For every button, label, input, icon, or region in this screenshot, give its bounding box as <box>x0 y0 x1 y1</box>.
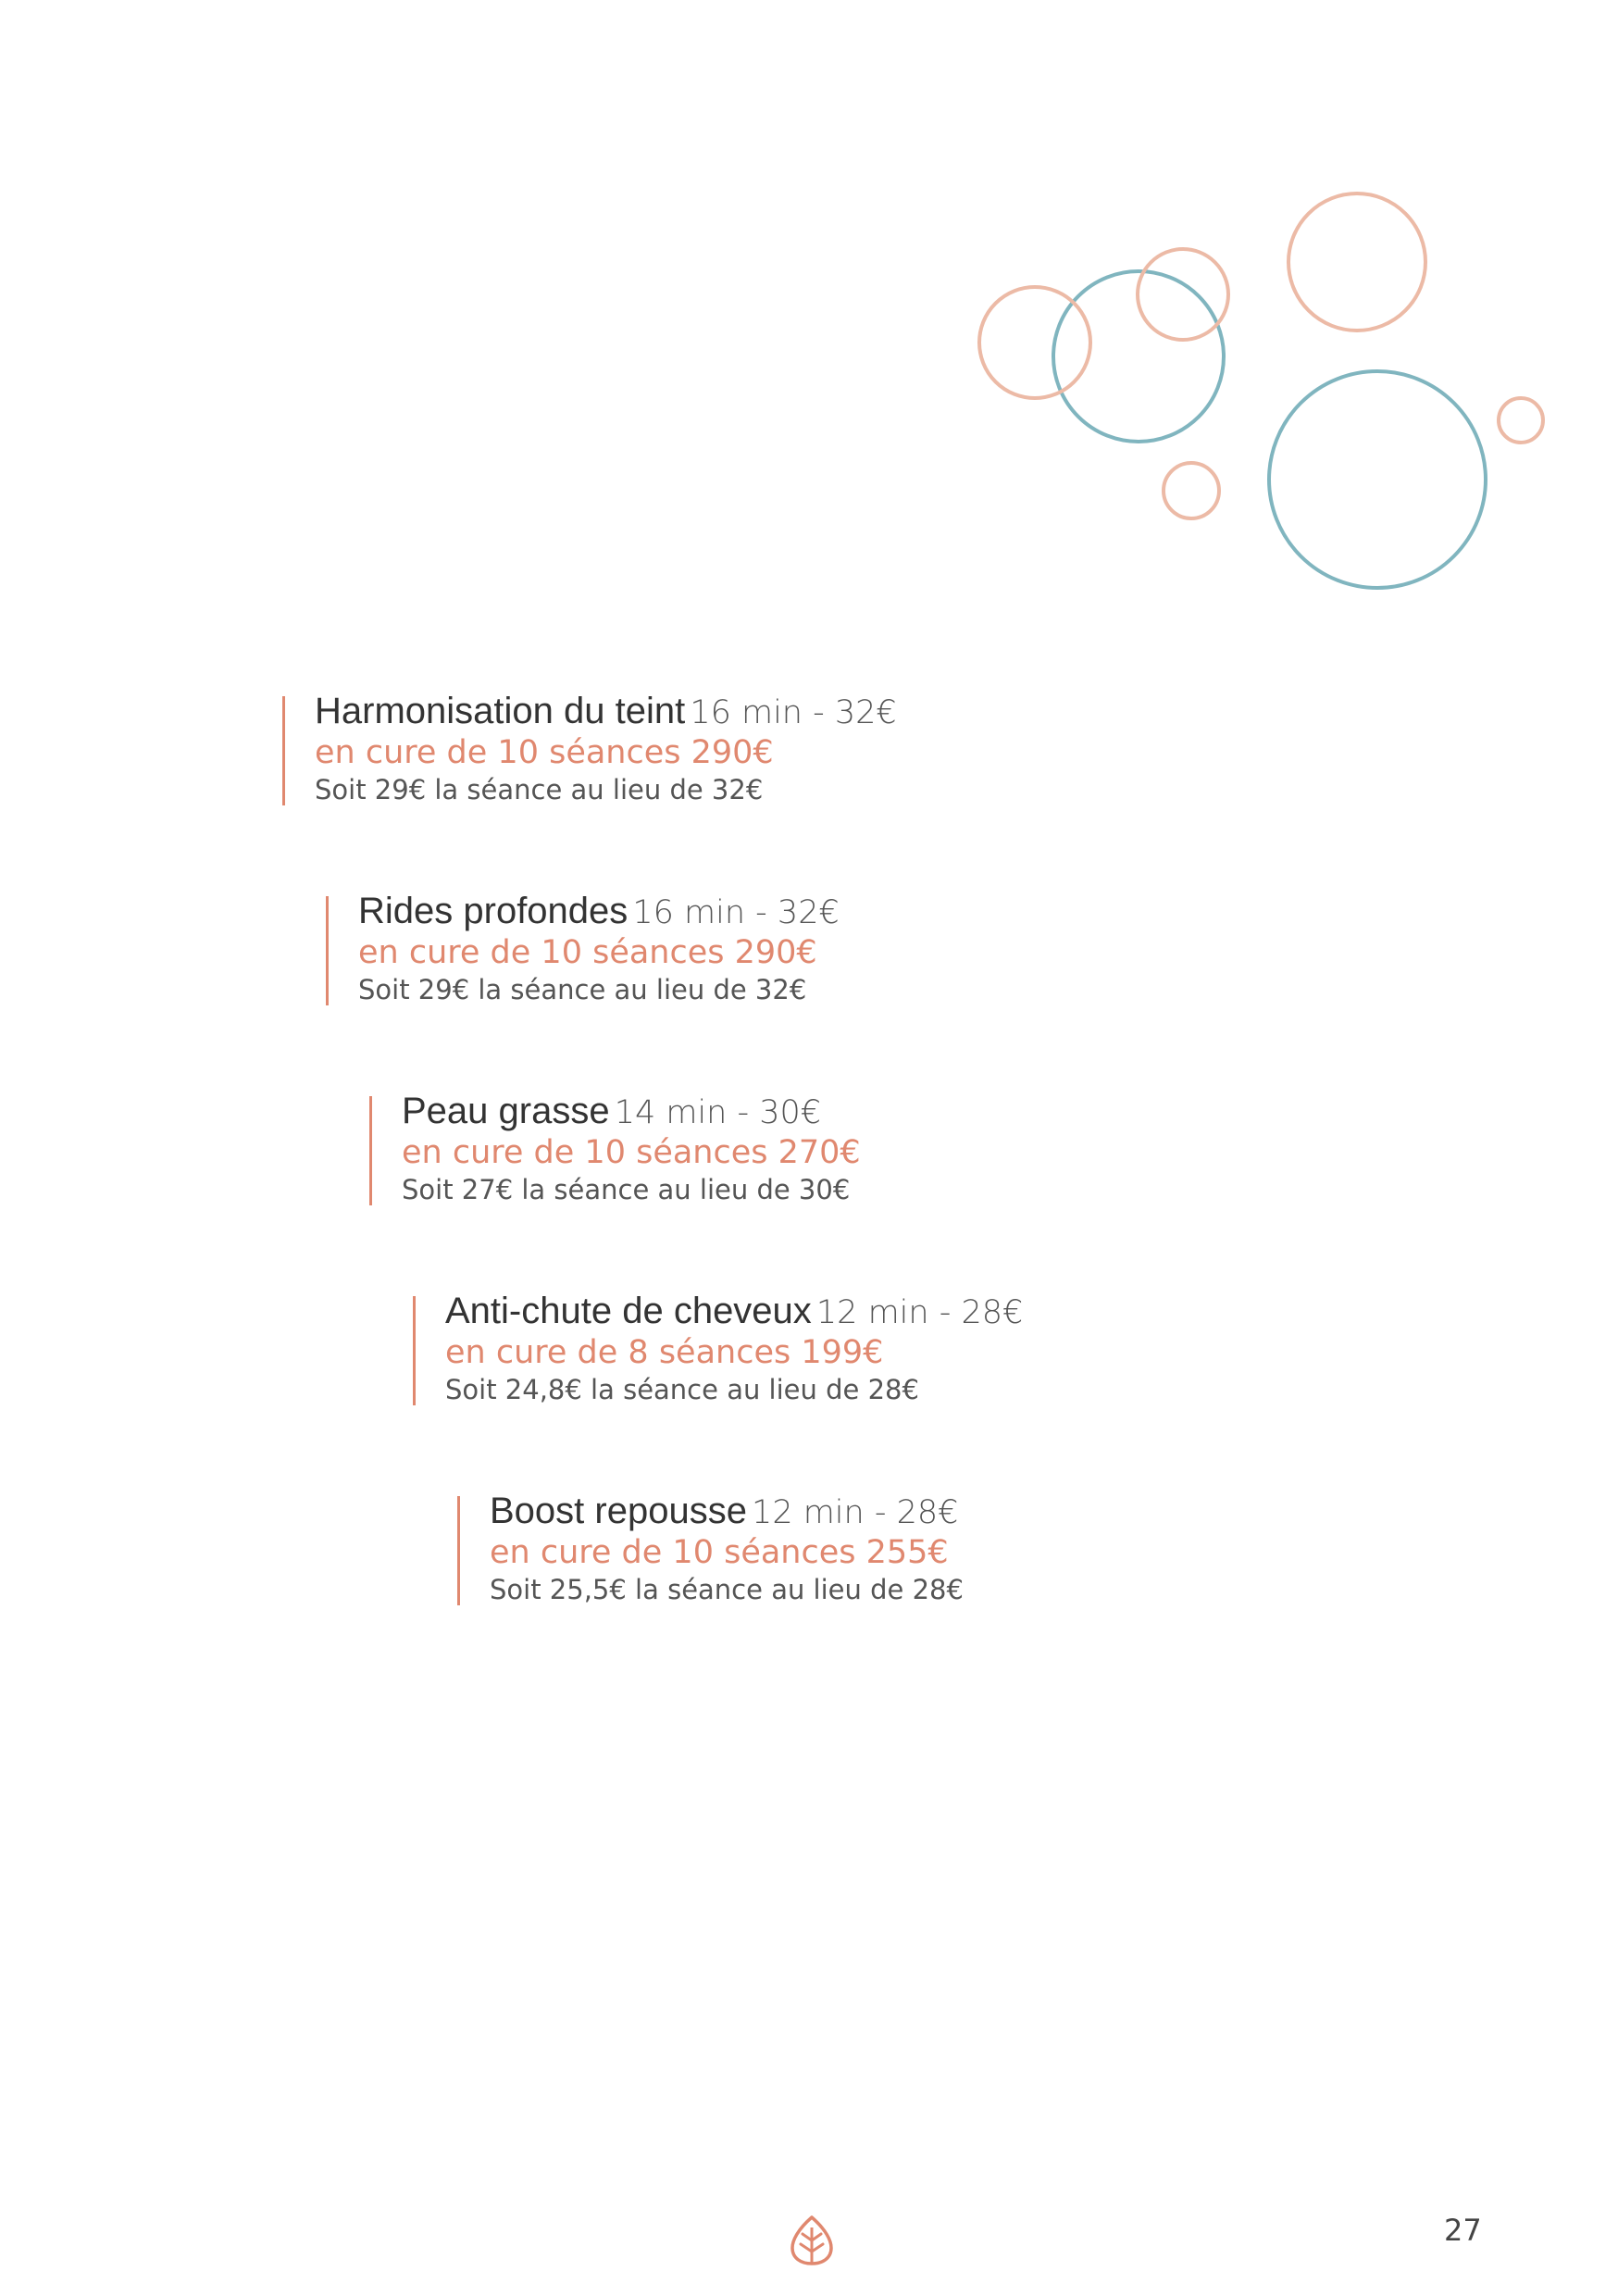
service-cure-offer: en cure de 10 séances 270€ <box>402 1134 861 1171</box>
circle-peach-medium-left <box>979 287 1090 398</box>
service-name: Peau grasse <box>402 1091 610 1131</box>
service-cure-offer: en cure de 10 séances 255€ <box>490 1534 949 1571</box>
service-duration-price: 16 min - 32€ <box>690 694 897 731</box>
service-saving: Soit 29€ la séance au lieu de 32€ <box>315 774 764 805</box>
decorative-circles <box>0 0 1618 648</box>
service-title-line <box>315 691 897 731</box>
service-duration-price: 14 min - 30€ <box>614 1094 822 1131</box>
service-name: Anti-chute de cheveux <box>445 1291 812 1331</box>
service-saving: Soit 27€ la séance au lieu de 30€ <box>402 1174 851 1205</box>
service-boost-repousse <box>457 1491 964 1605</box>
service-saving: Soit 25,5€ la séance au lieu de 28€ <box>490 1574 964 1605</box>
service-title-line <box>358 891 840 931</box>
service-title-line <box>490 1491 958 1531</box>
leaf-icon <box>789 2215 835 2266</box>
service-saving: Soit 29€ la séance au lieu de 32€ <box>358 974 807 1005</box>
service-name: Boost repousse <box>490 1491 747 1531</box>
service-anti-chute-de-cheveux <box>413 1291 1024 1405</box>
circle-peach-large-top <box>1288 193 1425 331</box>
service-cure-offer: en cure de 8 séances 199€ <box>445 1334 884 1371</box>
service-duration-price: 16 min - 32€ <box>632 894 840 931</box>
service-cure-offer: en cure de 10 séances 290€ <box>315 734 774 771</box>
service-harmonisation-du-teint <box>282 691 897 805</box>
service-duration-price: 12 min - 28€ <box>752 1494 959 1531</box>
service-rides-profondes <box>326 891 840 1005</box>
circle-teal-large <box>1269 371 1486 588</box>
service-peau-grasse <box>369 1091 861 1205</box>
service-title-line <box>402 1091 821 1131</box>
service-title-line <box>445 1291 1023 1331</box>
service-cure-offer: en cure de 10 séances 290€ <box>358 934 817 971</box>
circle-peach-small-bottom <box>1164 463 1219 518</box>
service-name: Rides profondes <box>358 891 629 931</box>
service-name: Harmonisation du teint <box>315 691 686 731</box>
service-duration-price: 12 min - 28€ <box>815 1294 1024 1331</box>
circle-peach-tiny-right <box>1499 398 1543 443</box>
page-number: 27 <box>1444 2213 1482 2248</box>
circle-peach-small-top <box>1138 249 1228 340</box>
service-saving: Soit 24,8€ la séance au lieu de 28€ <box>445 1374 919 1405</box>
